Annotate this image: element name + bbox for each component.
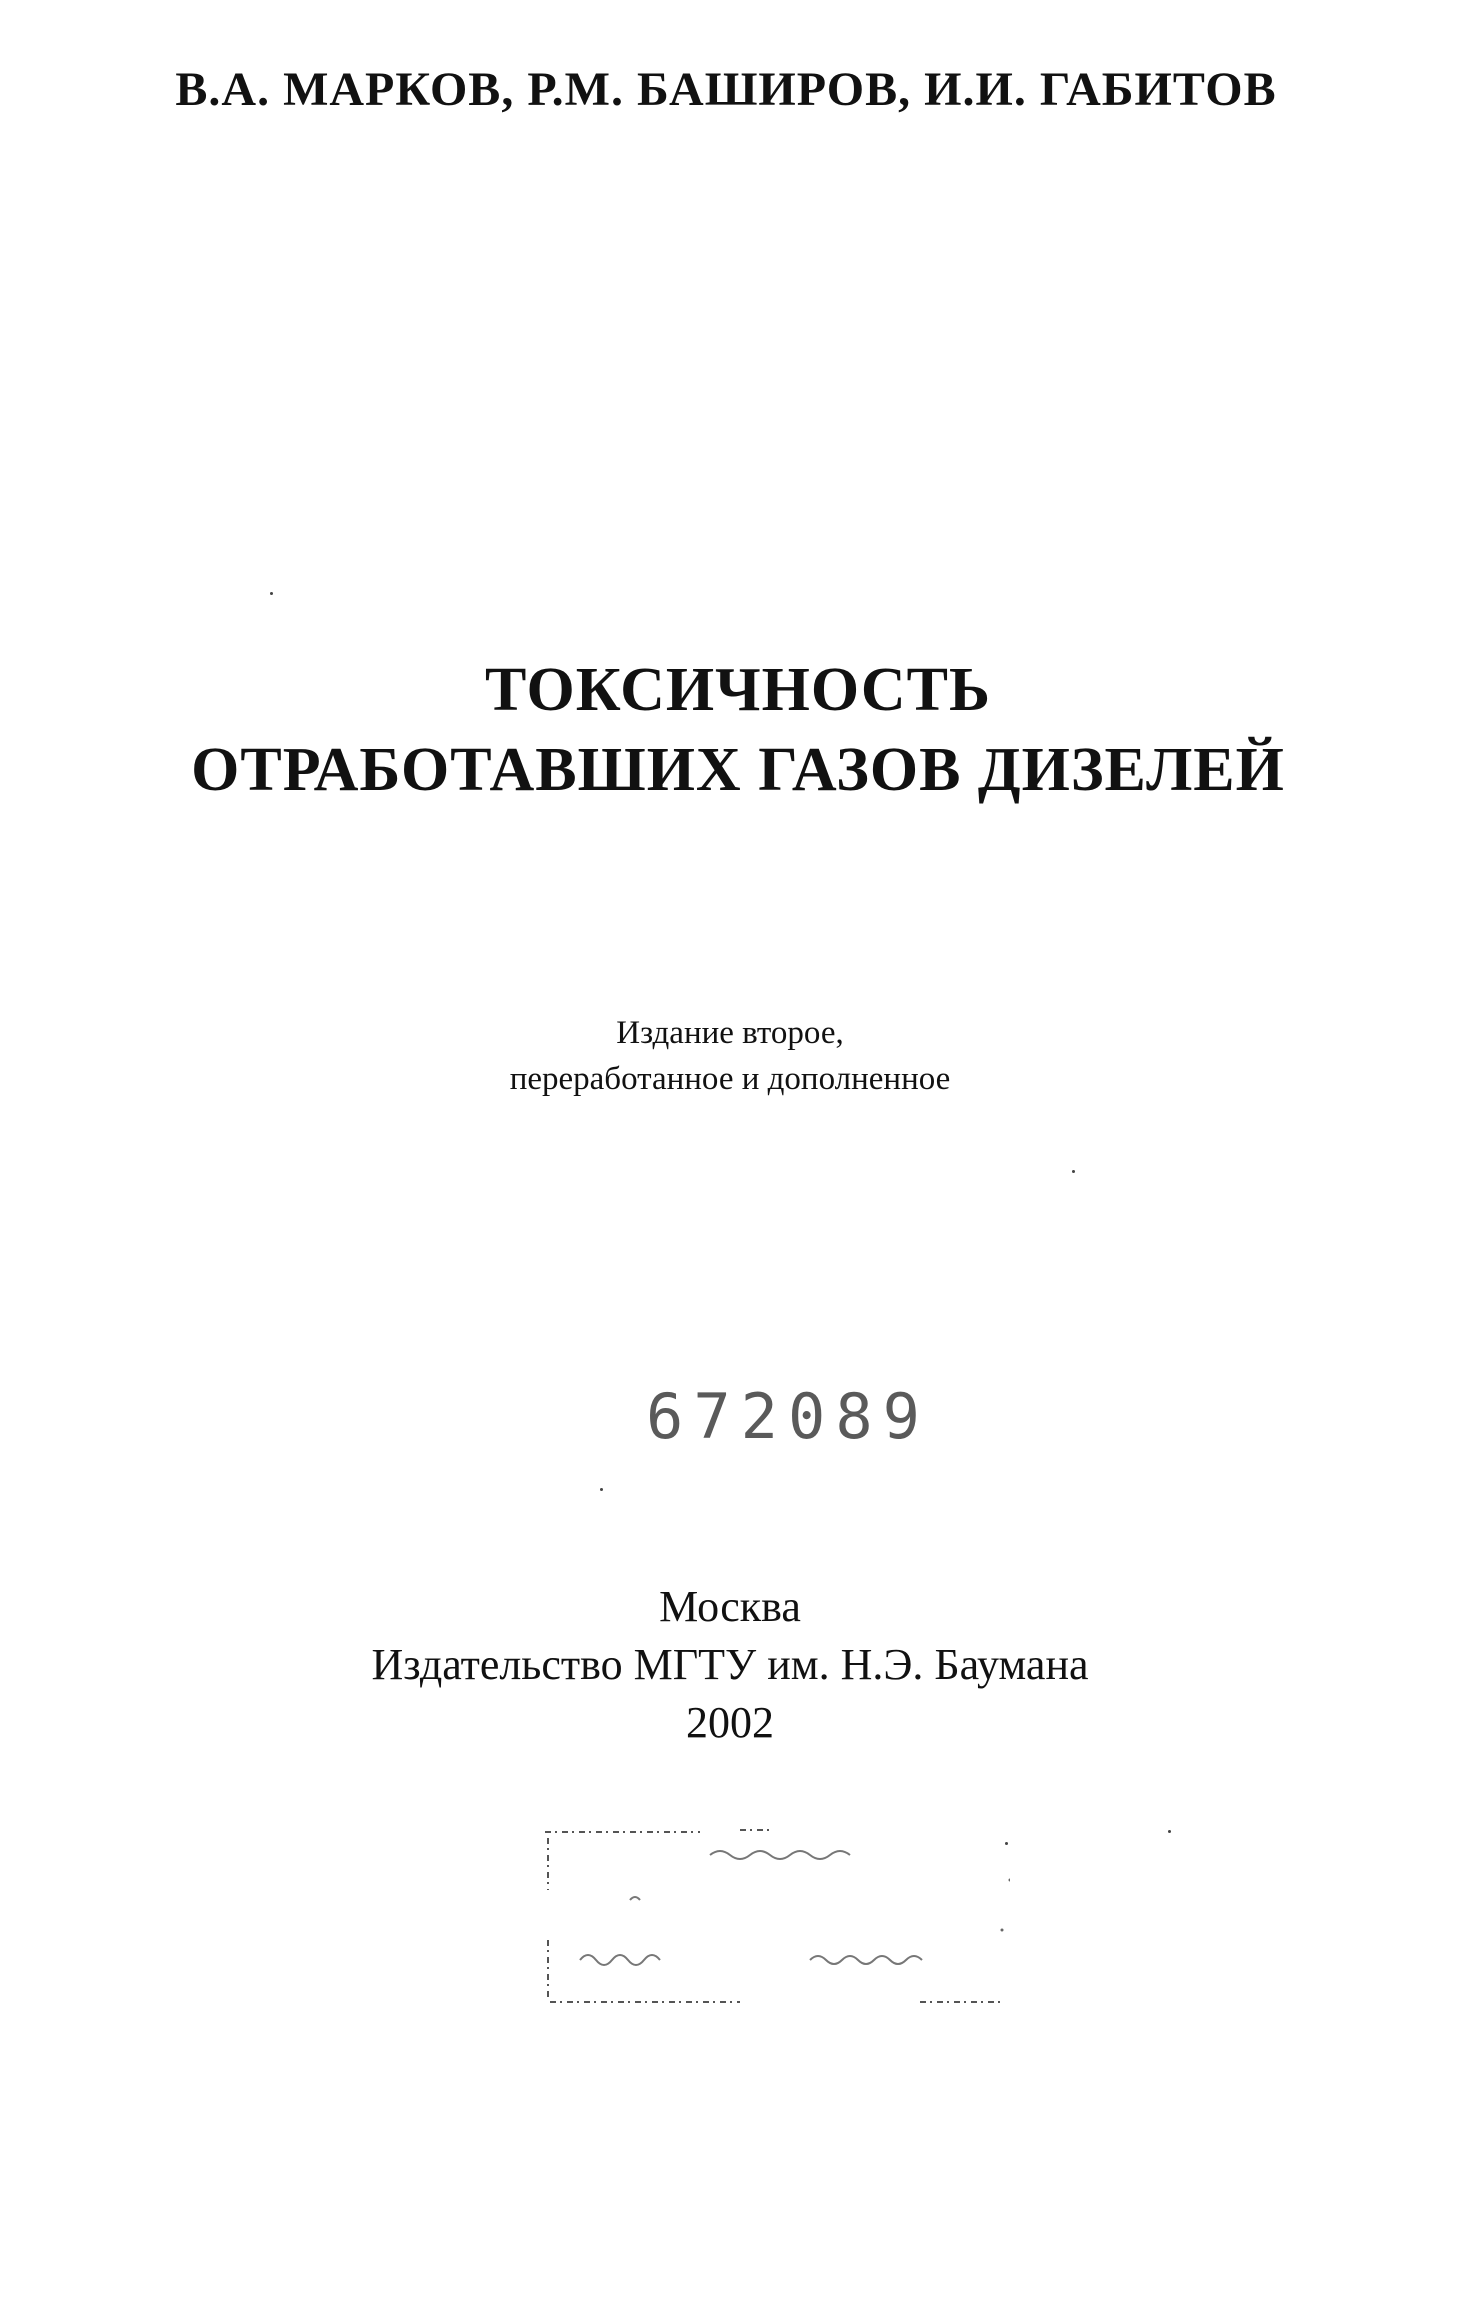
scan-speck [600,1488,603,1491]
scan-speck [1005,1842,1008,1845]
scan-speck [1168,1830,1171,1833]
scan-speck [1072,1170,1075,1173]
title-line-2: ОТРАБОТАВШИХ ГАЗОВ ДИЗЕЛЕЙ [191,736,1285,804]
edition-note [0,1010,1468,1102]
publisher-info [0,1578,1468,1752]
library-stamp [540,1820,1010,2010]
publication-year: 2002 [686,1698,774,1747]
edition-line-2: переработанное и дополненное [509,1061,951,1097]
authors: В.А. МАРКОВ, Р.М. БАШИРОВ, И.И. ГАБИТОВ [175,63,1277,116]
book-title [0,650,1476,810]
edition-line-1: Издание второе, [616,1015,844,1051]
library-stamp-graphic [540,1820,1010,2010]
publisher-name: Издательство МГТУ им. Н.Э. Баумана [371,1640,1089,1689]
title-line-1: ТОКСИЧНОСТЬ [484,656,991,724]
publisher-city: Москва [659,1582,801,1631]
inventory-number-stamp: 672089 [646,1380,930,1453]
scan-speck [270,592,273,595]
